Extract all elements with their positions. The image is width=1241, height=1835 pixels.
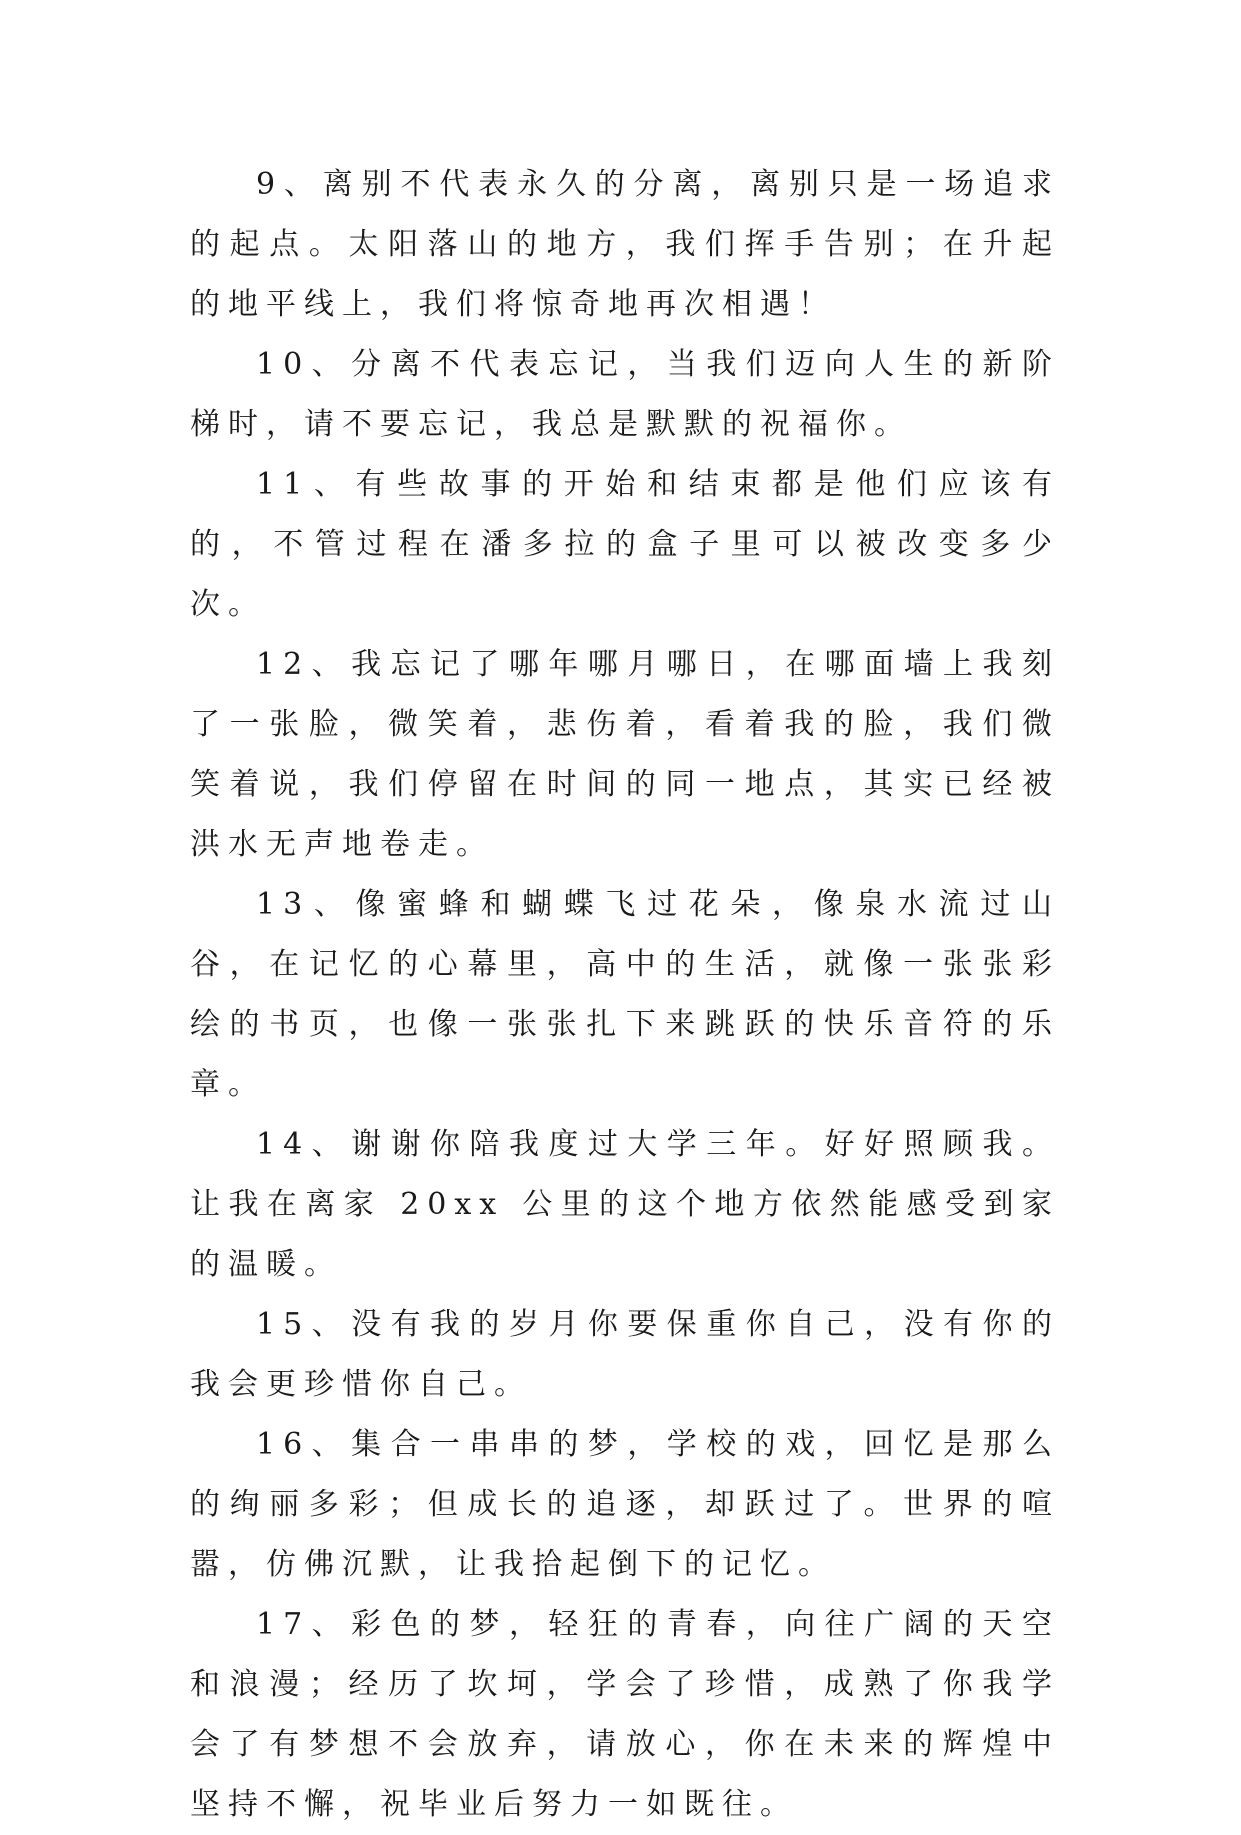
document-body: [190, 155, 1060, 1835]
paragraph-12: 12、我忘记了哪年哪月哪日，在哪面墙上我刻了一张脸，微笑着，悲伤着，看着我的脸，我们微笑着说，我们停留在时间的同一地点，其实已经被洪水无声地卷走。: [190, 647, 1060, 862]
paragraph-17: 17、彩色的梦，轻狂的青春，向往广阔的天空和浪漫；经历了坎坷，学会了珍惜，成熟了你我学会了有梦想不会放弃，请放心，你在未来的辉煌中坚持不懈，祝毕业后努力一如既往。: [190, 1607, 1060, 1822]
paragraph-11: 11、有些故事的开始和结束都是他们应该有的，不管过程在潘多拉的盒子里可以被改变多少次。: [190, 467, 1060, 622]
paragraph-13: 13、像蜜蜂和蝴蝶飞过花朵，像泉水流过山谷，在记忆的心幕里，高中的生活，就像一张张彩绘的书页，也像一张张扎下来跳跃的快乐音符的乐章。: [190, 887, 1060, 1102]
paragraph-14: 14、谢谢你陪我度过大学三年。好好照顾我。让我在离家 20xx 公里的这个地方依然能感受到家的温暖。: [190, 1127, 1060, 1282]
paragraph-10: 10、分离不代表忘记，当我们迈向人生的新阶梯时，请不要忘记，我总是默默的祝福你。: [190, 347, 1060, 442]
paragraph-9: 9、离别不代表永久的分离，离别只是一场追求的起点。太阳落山的地方，我们挥手告别；在升起的地平线上，我们将惊奇地再次相遇！: [190, 167, 1060, 322]
paragraph-15: 15、没有我的岁月你要保重你自己，没有你的我会更珍惜你自己。: [190, 1307, 1060, 1402]
paragraph-16: 16、集合一串串的梦，学校的戏，回忆是那么的绚丽多彩；但成长的追逐，却跃过了。世界的喧嚣，仿佛沉默，让我拾起倒下的记忆。: [190, 1427, 1060, 1582]
